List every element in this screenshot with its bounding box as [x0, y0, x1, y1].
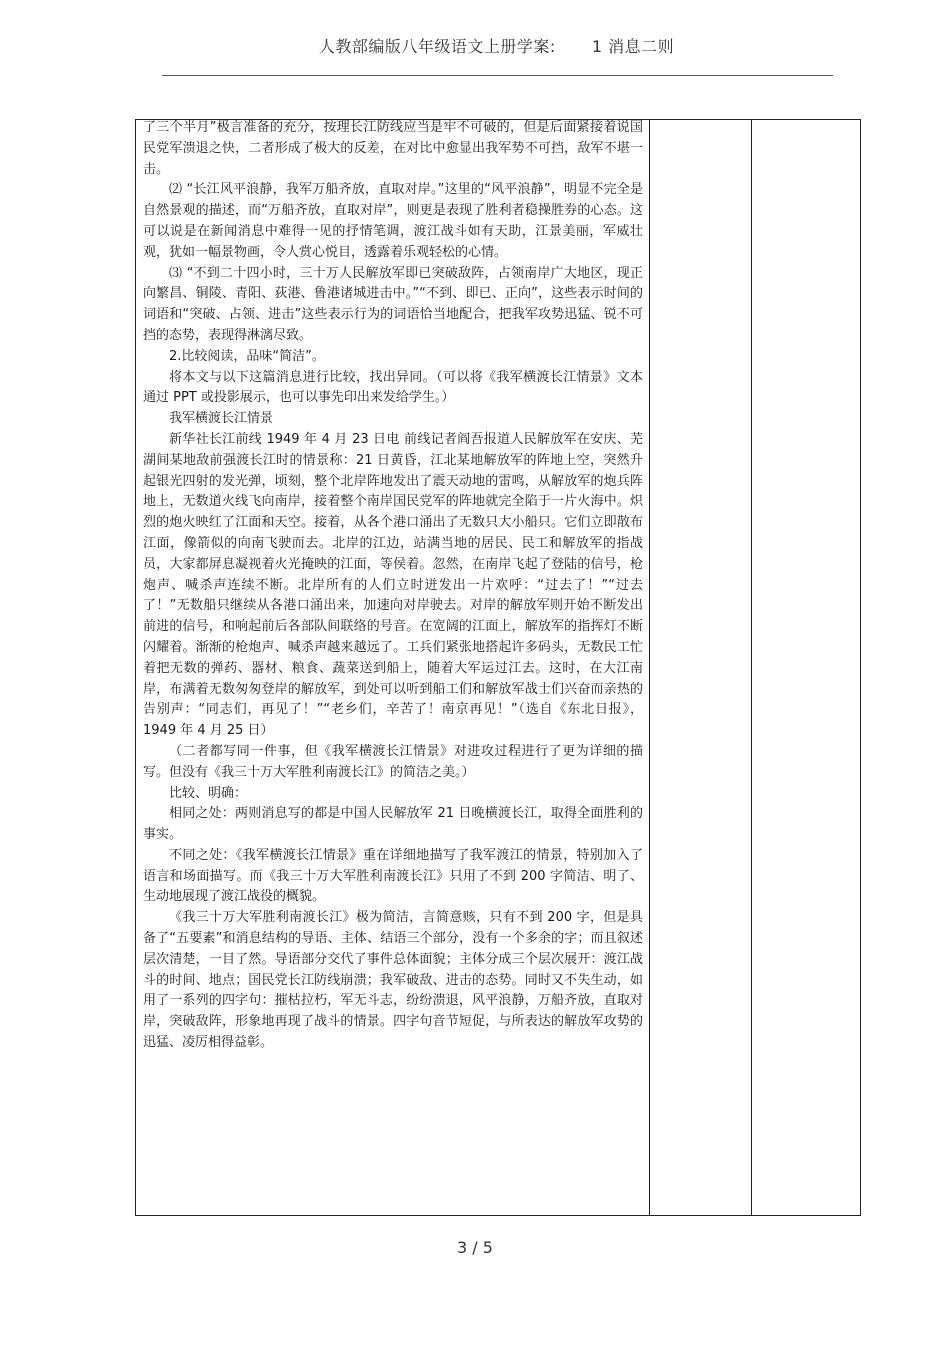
content-paragraph: 《我三十万大军胜利南渡长江》极为简洁，言简意赅，只有不到 200 字，但是具备了“五要素”和消息结构的导语、主体、结语三个部分，没有一个多余的字；而且叙述层次清楚，一目了然。导语部分交代了事件总体面貌；主体分成三个层次展开：渡江战斗的时间、地点；国民党长江防线崩溃；我军破敌、进击的态势。同时又不失生动，如用了一系列的四字句：摧枯拉朽，军无斗志，纷纷溃退，风平浪静，万船齐放，直取对岸，突破敌阵，形象地再现了战斗的情景。四字句音节短促，与所表达的解放军攻势的迅猛、凌厉相得益彰。	[143, 910, 643, 1051]
content-paragraph: 相同之处：两则消息写的都是中国人民解放军 21 日晚横渡长江，取得全面胜利的事实。	[143, 806, 643, 843]
content-paragraph: ⑶ “不到二十四小时，三十万人民解放军即已突破敌阵，占领南岸广大地区，现正向繁昌、铜陵、青阳、荻港、鲁港诸城进击中。”“不到、即已、正向”，这些表示时间的词语和“突破、占领、进击”这些表示行为的词语恰当地配合，把我军攻势迅猛、锐不可挡的态势，表现得淋漓尽致。	[143, 265, 643, 343]
page-number: 3 / 5	[457, 1238, 493, 1257]
content-paragraph: ⑵ “长江风平浪静，我军万船齐放，直取对岸。”这里的“风平浪静”，明显不完全是自然景观的描述，而“万船齐放，直取对岸”，则更是表现了胜利者稳操胜券的心态。这可以说是在新闻消息中难得一见的抒情笔调，渡江战斗如有天助，江景美丽，军威壮观，犹如一幅景物画，令人赏心悦目，透露着乐观轻松的心情。	[143, 182, 643, 260]
lesson-title: 1 消息二则	[591, 37, 675, 56]
header-divider	[162, 75, 833, 76]
content-paragraph: 了三个半月”极言准备的充分，按理长江防线应当是牢不可破的，但是后面紧接着说国民党军溃退之快，二者形成了极大的反差，在对比中愈显出我军势不可挡，敌军不堪一击。	[143, 120, 643, 177]
lesson-content-cell	[143, 118, 643, 1054]
content-paragraph: 将本文与以下这篇消息进行比较，找出异同。（可以将《我军横渡长江情景》文本通过 PPT 或投影展示，也可以事先印出来发给学生。）	[143, 369, 643, 406]
document-title: 人教部编版八年级语文上册学案:	[318, 37, 556, 56]
content-paragraph: 新华社长江前线 1949 年 4 月 23 日电 前线记者阎吾报道人民解放军在安庆、芜湖间某地敌前强渡长江时的情景称：21 日黄昏，江北某地解放军的阵地上空，突然升起银光四射的发光弹，顷刻，整个北岸阵地发出了震天动地的雷鸣，从解放军的炮兵阵地上，无数道火线飞向南岸，接着整个南岸国民党军的阵地就完全陷于一片火海中。炽烈的炮火映红了江面和天空。接着，从各个港口涌出了无数只大小船只。它们立即散布江面，像箭似的向南飞驶而去。北岸的江边，站满当地的居民、民工和解放军的指战员，大家都屏息凝视着火光掩映的江面，等侯着。忽然，在南岸飞起了登陆的信号，枪炮声、喊杀声连续不断。北岸所有的人们立时迸发出一片欢呼：“过去了！”“过去了！”无数船只继续从各港口涌出来，加速向对岸驶去。对岸的解放军则开始不断发出前进的信号，和响起前后各部队间联络的号音。在宽阔的江面上，解放军的指挥灯不断闪耀着。渐渐的枪炮声、喊杀声越来越远了。工兵们紧张地搭起许多码头，无数民工忙着把无数的弹药、器材、粮食、蔬菜送到船上，随着大军运过江去。这时，在大江南岸，布满着无数匆匆登岸的解放军，到处可以听到船工们和解放军战士们兴奋而亲热的告别声：“同志们，再见了！”“老乡们，辛苦了！南京再见！”（选自《东北日报》，1949 年 4 月 25 日）	[143, 431, 643, 739]
content-paragraph: 比较、明确：	[169, 785, 248, 801]
content-paragraph: 2.比较阅读，品味“简洁”。	[169, 348, 325, 364]
lesson-table	[135, 119, 861, 1216]
page-header	[160, 34, 833, 57]
content-paragraph: 不同之处：《我军横渡长江情景》重在详细地描写了我军渡江的情景，特别加入了语言和场面描写。而《我三十万大军胜利南渡长江》只用了不到 200 字简洁、明了、生动地展现了渡江战役的概貌。	[143, 847, 643, 905]
column-divider	[751, 120, 752, 1215]
content-paragraph: （二者都写同一件事，但《我军横渡长江情景》对进攻过程进行了更为详细的描写。但没有《我三十万大军胜利南渡长江》的简洁之美。）	[143, 743, 643, 780]
column-divider	[649, 120, 650, 1215]
content-paragraph: 我军横渡长江情景	[169, 411, 274, 427]
